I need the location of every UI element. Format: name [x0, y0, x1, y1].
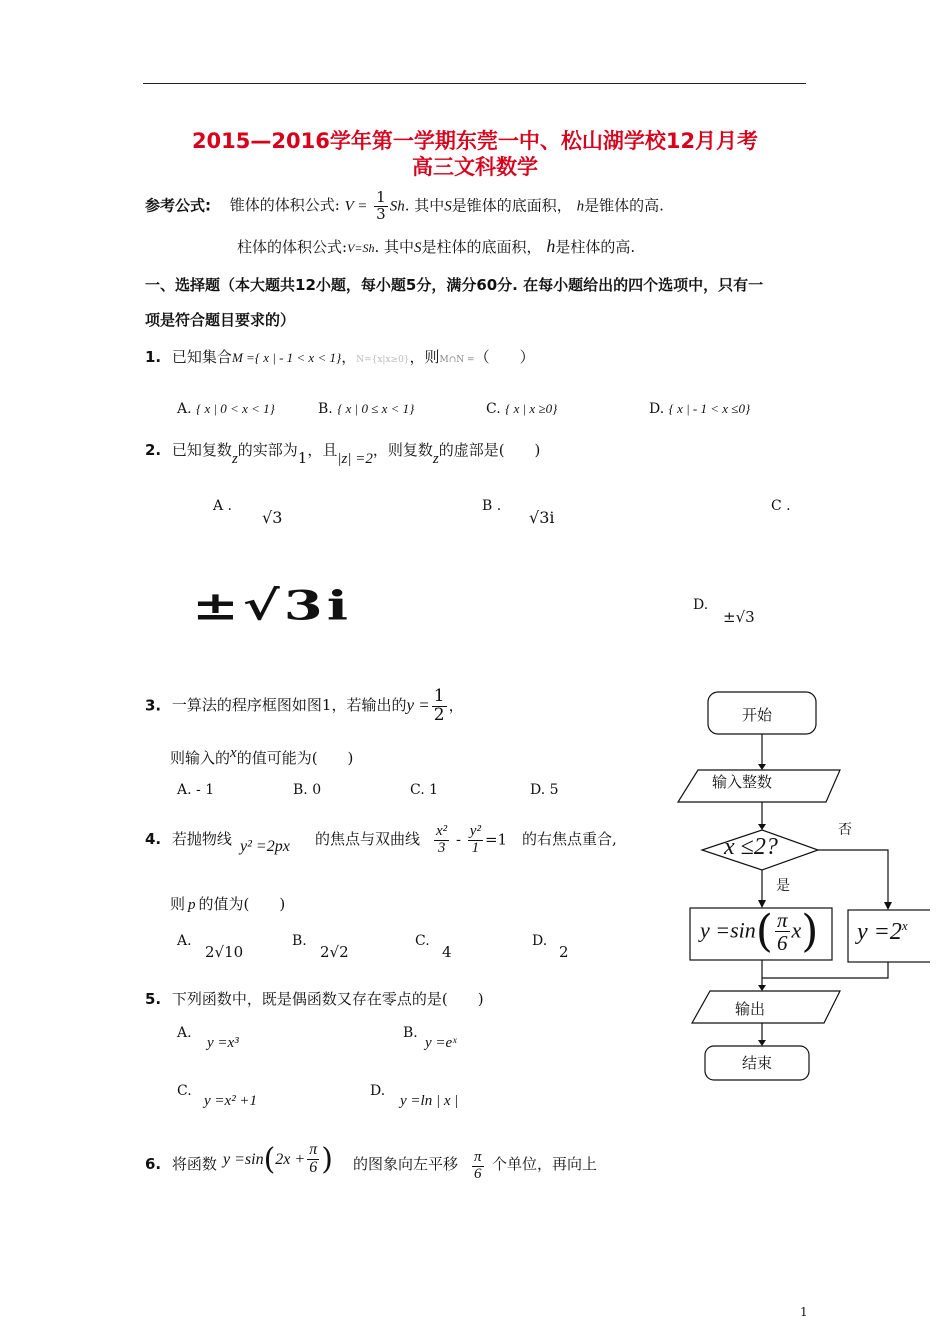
q4-option-c-label[interactable]: C. — [415, 933, 430, 949]
title-line1: 2015—2016学年第一学期东莞一中、松山湖学校12月月考 — [191, 129, 759, 153]
arrowhead-3 — [758, 985, 766, 991]
q4-frac-1 — [434, 824, 449, 857]
q1-paren: （ ） — [474, 348, 535, 366]
formula-block-cylinder — [237, 236, 635, 257]
question-6 — [145, 1153, 217, 1174]
q2-one: 1 — [297, 449, 308, 467]
flowchart-yes-label: 是 — [776, 878, 790, 894]
q4-option-b-value: 2√2 — [320, 943, 349, 961]
cyl-formula: V=Sh — [347, 241, 375, 255]
flowchart-arrow-no — [818, 850, 888, 904]
q6-t2: 的图象向左平移 — [353, 1155, 459, 1173]
q6-fn-den: 6 — [309, 1159, 318, 1176]
q3-number: 3. — [145, 696, 162, 715]
arrowhead-1 — [758, 764, 766, 770]
q4-option-d-value: 2 — [559, 943, 569, 961]
q3-y: y = — [406, 695, 430, 715]
q4-t2: 的焦点与双曲线 — [315, 830, 421, 848]
q4-frac2-num: y² — [469, 823, 481, 839]
q1-option-b-label: B. — [318, 401, 333, 417]
q1-option-d[interactable] — [649, 401, 750, 417]
formula-label: 参考公式: — [145, 196, 211, 215]
q6-shift-num: π — [474, 1149, 482, 1165]
cyl-prefix: 柱体的体积公式: — [237, 238, 348, 256]
q4-option-a-label[interactable]: A. — [177, 933, 192, 949]
cone-rhs: Sh — [389, 198, 405, 215]
flowchart-left-frac — [775, 909, 790, 954]
q4-line2 — [170, 893, 285, 914]
q5-number: 5. — [145, 990, 162, 1008]
q3-option-d-value: 5 — [549, 782, 559, 798]
q6-shift-den: 6 — [474, 1165, 482, 1182]
flowchart-right-base: y =2 — [857, 919, 902, 945]
flowchart-figure — [670, 680, 930, 1100]
q3-option-b-value: 0 — [312, 782, 322, 798]
q6-shift — [470, 1150, 486, 1183]
q2-option-c-value: ±√3i — [192, 582, 352, 630]
q2-option-d-label[interactable]: D. — [693, 597, 709, 613]
q2-number: 2. — [145, 441, 162, 459]
q4-frac1-den: 3 — [437, 839, 446, 856]
question-3 — [145, 688, 464, 725]
q3-line2 — [170, 747, 353, 768]
q6-function — [223, 1142, 333, 1177]
q2-t4: ，则复数 — [372, 441, 433, 459]
q1-option-c-value: { x | x ≥0} — [505, 401, 558, 416]
q4-frac1-num: x² — [436, 823, 448, 839]
cone-frac-num: 1 — [376, 188, 386, 206]
cone-lhs: V = — [344, 198, 368, 215]
flowchart-right-exp: x — [901, 918, 908, 933]
q3-line2-a: 则输入的 — [170, 749, 231, 767]
q2-option-a-value: √3 — [262, 508, 283, 527]
formula-block-cone — [145, 190, 664, 223]
flowchart-left-den: 6 — [776, 931, 788, 955]
question-4 — [145, 828, 232, 849]
cone-h: h — [576, 198, 585, 215]
q4-p: p — [188, 897, 196, 913]
q3-x: x — [230, 745, 237, 761]
q3-option-d-label: D. — [530, 782, 546, 798]
q5-option-d-label[interactable]: D. — [370, 1083, 386, 1099]
q2-option-a-label[interactable]: A . — [213, 498, 233, 514]
q1-text: 已知集合 — [171, 348, 232, 366]
q2-absz: |z| =2 — [337, 451, 373, 467]
q3-t1: 一算法的程序框图如图1，若输出的 — [171, 696, 407, 715]
q6-lparen: ( — [263, 1142, 276, 1177]
q4-parabola: y² =2px — [240, 838, 290, 855]
q1-option-c-label: C. — [486, 401, 501, 417]
q4-number: 4. — [145, 830, 162, 848]
q1-option-d-value: { x | - 1 < x ≤0} — [668, 401, 751, 416]
flowchart-left-rparen: ) — [801, 906, 819, 957]
q6-fn-a: y =sin — [223, 1151, 264, 1168]
q5-option-c-label[interactable]: C. — [177, 1083, 192, 1099]
q2-t1: 已知复数 — [171, 441, 232, 459]
question-5 — [145, 988, 484, 1009]
q4-t3: 的右焦点重合, — [522, 830, 617, 848]
q6-fn-num: π — [309, 1141, 318, 1159]
q3-option-a-value: - 1 — [196, 782, 215, 798]
question-2 — [145, 439, 541, 467]
q4-line2-b: 的值为( ) — [198, 895, 286, 913]
cyl-S: S — [414, 240, 422, 256]
q1-option-a-label: A. — [177, 401, 192, 417]
top-rule — [143, 83, 806, 84]
cyl-suffix-2: 是柱体的底面积， — [421, 238, 542, 256]
q4-hyperbola — [432, 824, 507, 857]
q4-option-c-value: 4 — [442, 943, 452, 961]
q4-option-a-value: 2√10 — [205, 943, 244, 961]
q4-line2-a: 则 — [170, 895, 186, 913]
flowchart-left-a: y =sin — [700, 917, 756, 943]
q5-option-c-value: y =x² +1 — [204, 1093, 258, 1109]
flowchart-merge-line — [762, 962, 888, 978]
q1-faint-MN: M∩N = — [439, 355, 475, 365]
q4-frac2-den: 1 — [471, 839, 480, 856]
arrowhead-no — [884, 902, 892, 910]
q1-then: ，则 — [409, 348, 440, 366]
section-heading-line2: 项是符合题目要求的） — [145, 311, 296, 329]
q2-z2: z — [432, 451, 439, 467]
q3-option-a-label: A. — [177, 782, 192, 798]
q1-set-M: M ={ x | - 1 < x < 1} — [231, 350, 342, 365]
arrowhead-4 — [758, 1040, 766, 1046]
q6-shift-frac — [472, 1150, 484, 1183]
q3-option-c-value: 1 — [429, 782, 439, 798]
q3-frac-num: 1 — [433, 686, 445, 706]
q6-number: 6. — [145, 1155, 162, 1173]
flowchart-left-formula — [700, 906, 818, 957]
flowchart-right-formula — [857, 918, 908, 946]
flowchart-input-label: 输入整数 — [712, 773, 773, 791]
q2-option-c-label[interactable]: C . — [771, 498, 791, 514]
q3-option-b[interactable] — [293, 782, 321, 798]
q5-text: 下列函数中，既是偶函数又存在零点的是( ) — [171, 990, 484, 1008]
q3-option-d[interactable] — [530, 782, 559, 798]
flowchart-left-lparen: ( — [755, 906, 773, 957]
title-line2: 高三文科数学 — [412, 155, 538, 179]
section-heading-line1: 一、选择题（本大题共12小题，每小题5分，满分60分. 在每小题给出的四个选项中，只有一 — [145, 276, 764, 294]
q3-frac-den: 2 — [433, 704, 445, 725]
cyl-h: h — [546, 236, 556, 256]
flowchart-end-label: 结束 — [742, 1054, 773, 1072]
q5-option-a-label[interactable]: A. — [177, 1025, 192, 1041]
q6-t3: 个单位，再向上 — [492, 1155, 598, 1173]
flowchart-left-b: x — [791, 917, 802, 943]
q6-rparen: ) — [321, 1142, 333, 1177]
q6-fn-b: 2x + — [275, 1151, 306, 1168]
q5-option-a-value: y =x³ — [207, 1035, 239, 1051]
q1-option-c[interactable] — [486, 401, 557, 417]
q3-option-c-label: C. — [410, 782, 425, 798]
q6-fn-frac — [307, 1142, 319, 1177]
cone-fraction — [374, 190, 388, 223]
q3-fraction — [432, 688, 447, 725]
cone-suffix-3: 是锥体的高. — [584, 196, 664, 215]
q6-t1: 将函数 — [171, 1155, 217, 1173]
cone-suffix-1: . 其中 — [404, 196, 445, 215]
q2-z: z — [231, 451, 238, 467]
q1-option-b-value: { x | 0 ≤ x < 1} — [337, 401, 415, 416]
flowchart-no-label: 否 — [838, 822, 852, 838]
q4-t1: 若抛物线 — [171, 830, 232, 848]
q1-option-b[interactable] — [318, 401, 414, 417]
flowchart-output-box — [692, 991, 840, 1023]
q2-t2: 的实部为 — [237, 441, 298, 459]
q3-option-c[interactable] — [410, 782, 438, 798]
q1-option-d-label: D. — [649, 401, 665, 417]
q3-option-a[interactable] — [177, 782, 214, 798]
q4-eq1: =1 — [484, 830, 508, 849]
cone-frac-den: 3 — [376, 204, 386, 223]
q1-option-a[interactable] — [177, 401, 275, 417]
question-1 — [145, 346, 535, 367]
q3-t2: ， — [448, 696, 464, 715]
flowchart-left-num: π — [776, 907, 788, 932]
q4-option-d-label[interactable]: D. — [532, 933, 548, 949]
q5-option-b-value: y =eˣ — [425, 1035, 457, 1051]
flowchart-condition-label: x ≤2? — [724, 834, 778, 860]
q2-t5: 的虚部是( ) — [438, 441, 541, 459]
cyl-suffix-1: . 其中 — [374, 238, 415, 256]
q1-faint-N: N={x|x≥0} — [356, 355, 410, 365]
flowchart-start-label: 开始 — [742, 706, 773, 724]
cone-S: S — [444, 198, 452, 215]
q3-line2-b: 的值可能为( ) — [236, 749, 354, 767]
q1-option-a-value: { x | 0 < x < 1} — [196, 401, 275, 416]
cone-prefix: 锥体的体积公式: — [229, 196, 340, 215]
flowchart-output-label: 输出 — [735, 1000, 766, 1018]
q2-option-b-value: √3i — [529, 508, 555, 527]
cyl-suffix-3: 是柱体的高. — [555, 238, 636, 256]
cone-suffix-2: 是锥体的底面积， — [451, 196, 572, 215]
q1-number: 1. — [145, 348, 162, 366]
q4-frac-2 — [468, 824, 483, 857]
q4-option-b-label[interactable]: B. — [292, 933, 307, 949]
q5-option-b-label[interactable]: B. — [403, 1025, 418, 1041]
page-number: 1 — [800, 1305, 808, 1319]
q1-comma: ， — [341, 348, 357, 366]
q2-option-d-value: ±√3 — [723, 608, 755, 626]
q2-t3: ，且 — [307, 441, 338, 459]
arrowhead-2 — [758, 824, 766, 830]
q5-option-d-value: y =ln | x | — [400, 1093, 459, 1109]
q2-option-b-label[interactable]: B . — [482, 498, 502, 514]
q3-option-b-label: B. — [293, 782, 308, 798]
q4-minus: - — [455, 830, 462, 849]
